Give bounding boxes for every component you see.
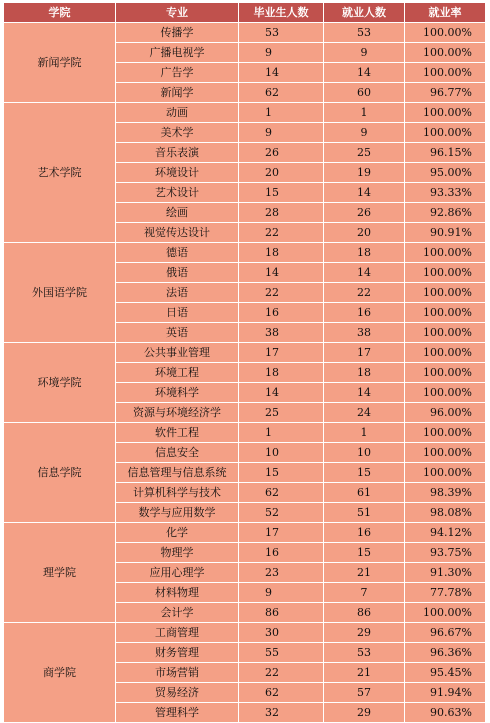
employment-rate: 100.00%: [405, 243, 486, 263]
major-name: 广告学: [116, 63, 239, 83]
employed-count: 19: [324, 163, 405, 183]
graduates-count: 26: [239, 143, 324, 163]
employed-count: 21: [324, 563, 405, 583]
table-row: [4, 103, 486, 123]
employment-rate: 98.39%: [405, 483, 486, 503]
employed-count: 9: [324, 43, 405, 63]
graduates-count: 25: [239, 403, 324, 423]
graduates-count: 18: [239, 363, 324, 383]
employed-count: 16: [324, 523, 405, 543]
graduates-count: 22: [239, 223, 324, 243]
employment-rate: 100.00%: [405, 463, 486, 483]
employment-table: [3, 2, 486, 723]
major-name: 新闻学: [116, 83, 239, 103]
major-name: 软件工程: [116, 423, 239, 443]
employed-count: 14: [324, 183, 405, 203]
college-name: 外国语学院: [4, 243, 116, 343]
graduates-count: 22: [239, 663, 324, 683]
major-name: 计算机科学与技术: [116, 483, 239, 503]
major-name: 绘画: [116, 203, 239, 223]
major-name: 动画: [116, 103, 239, 123]
major-name: 管理科学: [116, 703, 239, 723]
header-employed: 就业人数: [324, 3, 405, 23]
employed-count: 16: [324, 303, 405, 323]
graduates-count: 28: [239, 203, 324, 223]
employment-rate: 100.00%: [405, 63, 486, 83]
employment-rate: 100.00%: [405, 103, 486, 123]
major-name: 传播学: [116, 23, 239, 43]
major-name: 化学: [116, 523, 239, 543]
employed-count: 14: [324, 383, 405, 403]
graduates-count: 9: [239, 43, 324, 63]
major-name: 美术学: [116, 123, 239, 143]
major-name: 俄语: [116, 263, 239, 283]
employment-rate: 91.30%: [405, 563, 486, 583]
graduates-count: 20: [239, 163, 324, 183]
table-row: [4, 343, 486, 363]
graduates-count: 9: [239, 123, 324, 143]
graduates-count: 15: [239, 463, 324, 483]
employment-rate: 100.00%: [405, 423, 486, 443]
header-row: [4, 3, 486, 23]
table-row: [4, 243, 486, 263]
college-name: 新闻学院: [4, 23, 116, 103]
graduates-count: 38: [239, 323, 324, 343]
graduates-count: 62: [239, 683, 324, 703]
graduates-count: 14: [239, 383, 324, 403]
employed-count: 51: [324, 503, 405, 523]
employed-count: 14: [324, 263, 405, 283]
graduates-count: 30: [239, 623, 324, 643]
employed-count: 17: [324, 343, 405, 363]
major-name: 英语: [116, 323, 239, 343]
major-name: 环境设计: [116, 163, 239, 183]
employed-count: 25: [324, 143, 405, 163]
employed-count: 21: [324, 663, 405, 683]
employed-count: 53: [324, 643, 405, 663]
major-name: 资源与环境经济学: [116, 403, 239, 423]
employment-rate: 96.77%: [405, 83, 486, 103]
major-name: 数学与应用数学: [116, 503, 239, 523]
graduates-count: 23: [239, 563, 324, 583]
graduates-count: 16: [239, 543, 324, 563]
graduates-count: 55: [239, 643, 324, 663]
major-name: 财务管理: [116, 643, 239, 663]
graduates-count: 16: [239, 303, 324, 323]
major-name: 工商管理: [116, 623, 239, 643]
graduates-count: 62: [239, 83, 324, 103]
graduates-count: 18: [239, 243, 324, 263]
employed-count: 26: [324, 203, 405, 223]
employed-count: 1: [324, 103, 405, 123]
major-name: 应用心理学: [116, 563, 239, 583]
employed-count: 20: [324, 223, 405, 243]
major-name: 德语: [116, 243, 239, 263]
graduates-count: 10: [239, 443, 324, 463]
graduates-count: 53: [239, 23, 324, 43]
graduates-count: 62: [239, 483, 324, 503]
major-name: 物理学: [116, 543, 239, 563]
employment-rate: 100.00%: [405, 23, 486, 43]
major-name: 日语: [116, 303, 239, 323]
college-name: 商学院: [4, 623, 116, 723]
employment-rate: 98.08%: [405, 503, 486, 523]
employed-count: 60: [324, 83, 405, 103]
graduates-count: 22: [239, 283, 324, 303]
college-name: 艺术学院: [4, 103, 116, 243]
major-name: 公共事业管理: [116, 343, 239, 363]
employment-rate: 95.00%: [405, 163, 486, 183]
employed-count: 29: [324, 703, 405, 723]
employment-rate: 100.00%: [405, 443, 486, 463]
graduates-count: 1: [239, 103, 324, 123]
employment-rate: 100.00%: [405, 123, 486, 143]
major-name: 环境工程: [116, 363, 239, 383]
employment-rate: 93.75%: [405, 543, 486, 563]
employment-rate: 96.67%: [405, 623, 486, 643]
header-graduates: 毕业生人数: [239, 3, 324, 23]
employed-count: 53: [324, 23, 405, 43]
header-major: 专业: [116, 3, 239, 23]
employment-rate: 100.00%: [405, 343, 486, 363]
employed-count: 61: [324, 483, 405, 503]
employed-count: 15: [324, 463, 405, 483]
employed-count: 24: [324, 403, 405, 423]
employed-count: 15: [324, 543, 405, 563]
table-row: [4, 23, 486, 43]
major-name: 法语: [116, 283, 239, 303]
employed-count: 38: [324, 323, 405, 343]
employment-rate: 90.63%: [405, 703, 486, 723]
graduates-count: 17: [239, 523, 324, 543]
graduates-count: 9: [239, 583, 324, 603]
graduates-count: 17: [239, 343, 324, 363]
header-college: 学院: [4, 3, 116, 23]
employed-count: 9: [324, 123, 405, 143]
college-name: 环境学院: [4, 343, 116, 423]
employment-rate: 100.00%: [405, 283, 486, 303]
header-rate: 就业率: [405, 3, 486, 23]
major-name: 会计学: [116, 603, 239, 623]
employment-rate: 96.36%: [405, 643, 486, 663]
major-name: 音乐表演: [116, 143, 239, 163]
table-row: [4, 423, 486, 443]
employment-rate: 100.00%: [405, 323, 486, 343]
employment-rate: 100.00%: [405, 303, 486, 323]
employment-rate: 100.00%: [405, 383, 486, 403]
major-name: 视觉传达设计: [116, 223, 239, 243]
employment-rate: 77.78%: [405, 583, 486, 603]
graduates-count: 52: [239, 503, 324, 523]
employment-rate: 96.00%: [405, 403, 486, 423]
employment-table-container: [3, 2, 486, 723]
employment-rate: 91.94%: [405, 683, 486, 703]
employment-rate: 90.91%: [405, 223, 486, 243]
graduates-count: 14: [239, 263, 324, 283]
major-name: 艺术设计: [116, 183, 239, 203]
employed-count: 86: [324, 603, 405, 623]
table-body: [4, 23, 486, 723]
graduates-count: 32: [239, 703, 324, 723]
graduates-count: 1: [239, 423, 324, 443]
employed-count: 10: [324, 443, 405, 463]
employment-rate: 100.00%: [405, 43, 486, 63]
college-name: 信息学院: [4, 423, 116, 523]
employed-count: 18: [324, 243, 405, 263]
employed-count: 18: [324, 363, 405, 383]
employment-rate: 94.12%: [405, 523, 486, 543]
employed-count: 29: [324, 623, 405, 643]
employment-rate: 93.33%: [405, 183, 486, 203]
college-name: 理学院: [4, 523, 116, 623]
table-row: [4, 623, 486, 643]
employment-rate: 92.86%: [405, 203, 486, 223]
employed-count: 7: [324, 583, 405, 603]
employment-rate: 96.15%: [405, 143, 486, 163]
employed-count: 22: [324, 283, 405, 303]
major-name: 环境科学: [116, 383, 239, 403]
table-row: [4, 523, 486, 543]
employed-count: 57: [324, 683, 405, 703]
employed-count: 1: [324, 423, 405, 443]
employment-rate: 95.45%: [405, 663, 486, 683]
employed-count: 14: [324, 63, 405, 83]
employment-rate: 100.00%: [405, 263, 486, 283]
major-name: 材料物理: [116, 583, 239, 603]
major-name: 信息安全: [116, 443, 239, 463]
graduates-count: 15: [239, 183, 324, 203]
major-name: 信息管理与信息系统: [116, 463, 239, 483]
major-name: 贸易经济: [116, 683, 239, 703]
major-name: 广播电视学: [116, 43, 239, 63]
employment-rate: 100.00%: [405, 363, 486, 383]
graduates-count: 14: [239, 63, 324, 83]
major-name: 市场营销: [116, 663, 239, 683]
employment-rate: 100.00%: [405, 603, 486, 623]
graduates-count: 86: [239, 603, 324, 623]
